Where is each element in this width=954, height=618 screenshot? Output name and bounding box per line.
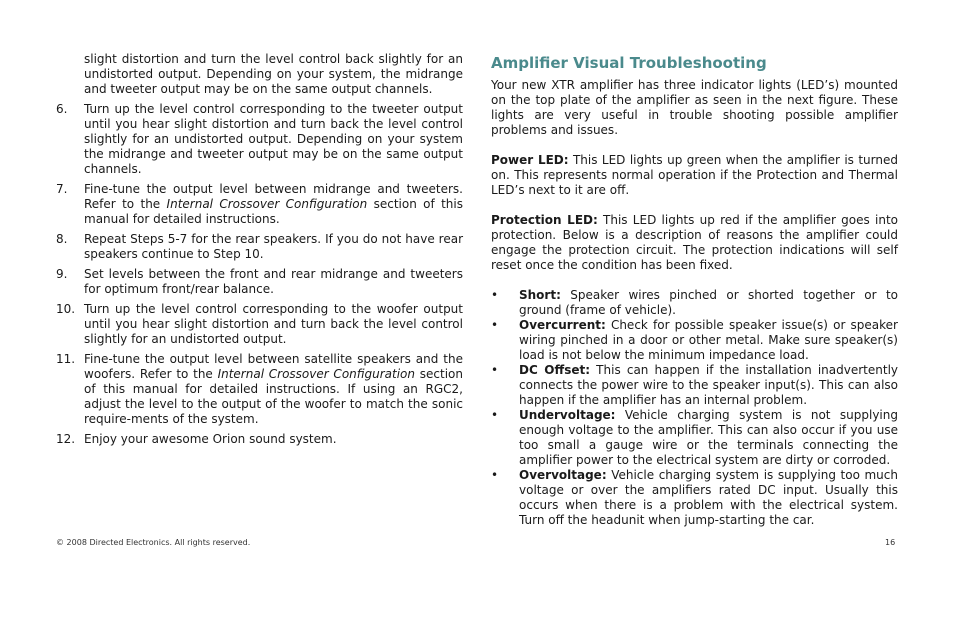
reason-label: Undervoltage:: [519, 408, 616, 422]
bullet-icon: •: [491, 408, 499, 422]
power-led-label: Power LED:: [491, 153, 569, 167]
reason-text: This can happen if the installation inadvertently connects the power wire to the speaker input(s). This can also happen if the amplifier has an internal problem.: [519, 363, 899, 407]
power-led-text: This LED lights up green when the amplifier is turned on. This represents normal operation if the Protection and Thermal LED’s next to it are off.: [491, 153, 898, 197]
section-heading: Amplifier Visual Troubleshooting: [491, 54, 767, 72]
step-item: [56, 302, 463, 347]
intro-paragraph: Your new XTR amplifier has three indicator lights (LED’s) mounted on the top plate of the amplifier as seen in the next figure. These lights are very useful in trouble shooting possible amplifier problems and issues.: [491, 78, 898, 137]
bullet-icon: •: [491, 288, 499, 302]
step-text: Turn up the level control corresponding to the tweeter output until you hear slight distortion and turn back the level control slightly for an undistorted output. Depending on your system the midrange and tweeter output may be on the same output channels.: [84, 102, 463, 176]
step-text: Repeat Steps 5-7 for the rear speakers. If you do not have rear speakers continue to Step 10.: [84, 232, 463, 261]
step-item: [56, 267, 463, 297]
bullet-icon: •: [491, 363, 499, 377]
step-text: Fine-tune the output level between midrange and tweeters. Refer to the: [84, 182, 463, 211]
bullet-icon: •: [491, 318, 499, 332]
step-number: 9.: [56, 267, 68, 281]
step-reference: Internal Crossover Configuration: [166, 197, 368, 211]
step-number: 7.: [56, 182, 68, 196]
protection-reasons-list: [491, 288, 898, 528]
step-item: [56, 182, 463, 227]
copyright: © 2008 Directed Electronics. All rights reserved.: [56, 538, 251, 547]
step-text: section of this manual for detailed instructions. If using an RGC2, adjust the level to the output of the woofer to match the sonic require-ments of the system.: [84, 367, 463, 426]
reason-text: Speaker wires pinched or shorted together or to ground (frame of vehicle).: [519, 288, 898, 317]
step-text: Set levels between the front and rear midrange and tweeters for optimum front/rear balance.: [84, 267, 463, 296]
step-reference: Internal Crossover Configuration: [217, 367, 416, 381]
reason-item: [491, 408, 898, 468]
page-number: 16: [885, 538, 896, 547]
power-led-paragraph: [491, 153, 898, 198]
reason-item: [491, 288, 898, 318]
step-text: Fine-tune the output level between satellite speakers and the woofers. Refer to the: [84, 352, 463, 381]
step-text: Turn up the level control corresponding to the woofer output until you hear slight distortion and turn back the level control slightly for an undistorted output.: [84, 302, 463, 346]
reason-text: Vehicle charging system is supplying too much voltage or over the amplifiers rated DC input. Usually this occurs when there is a problem with the electrical system. Turn off the headunit when jump-starting the car.: [519, 468, 898, 527]
protection-led-paragraph: [491, 213, 898, 273]
reason-text: Check for possible speaker issue(s) or speaker wiring pinched in a door or other metal. Make sure speaker(s) load is not below the minimum impedance load.: [519, 318, 898, 362]
protection-led-text: This LED lights up red if the amplifier goes into protection. Below is a description of reasons the amplifier could engage the protection circuit. The protection indications will self reset once the condition has been fixed.: [491, 213, 898, 272]
left-column: [56, 52, 463, 452]
step-number: 6.: [56, 102, 68, 116]
reason-item: [491, 468, 898, 528]
step-text: section of this manual for detailed instructions.: [84, 197, 463, 226]
protection-led-label: Protection LED:: [491, 213, 598, 227]
reason-label: DC Offset:: [519, 363, 591, 377]
reason-item: [491, 363, 898, 408]
step-number: 10.: [56, 302, 76, 316]
reason-item: [491, 318, 898, 363]
bullet-icon: •: [491, 468, 499, 482]
continuation-text: slight distortion and turn the level control back slightly for an undistorted output. Depending on your system, the midrange and tweeter output may be on the same output channels.: [84, 52, 463, 96]
step-number: 12.: [56, 432, 76, 446]
steps-list: [56, 102, 463, 447]
reason-text: Vehicle charging system is not supplying enough voltage to the amplifier. This can also occur if you use too small a gauge wire or the terminals connecting the amplifier power to the electrical system are dirty or corroded.: [519, 408, 898, 467]
step-number: 8.: [56, 232, 68, 246]
step-item: [56, 232, 463, 262]
step-number: 11.: [56, 352, 76, 366]
right-column: [491, 52, 898, 528]
reason-label: Overcurrent:: [519, 318, 606, 332]
step-item: [56, 102, 463, 177]
reason-label: Overvoltage:: [519, 468, 607, 482]
step-item: [56, 432, 463, 447]
reason-label: Short:: [519, 288, 561, 302]
step-item: [56, 352, 463, 427]
step-text: Enjoy your awesome Orion sound system.: [84, 432, 337, 446]
